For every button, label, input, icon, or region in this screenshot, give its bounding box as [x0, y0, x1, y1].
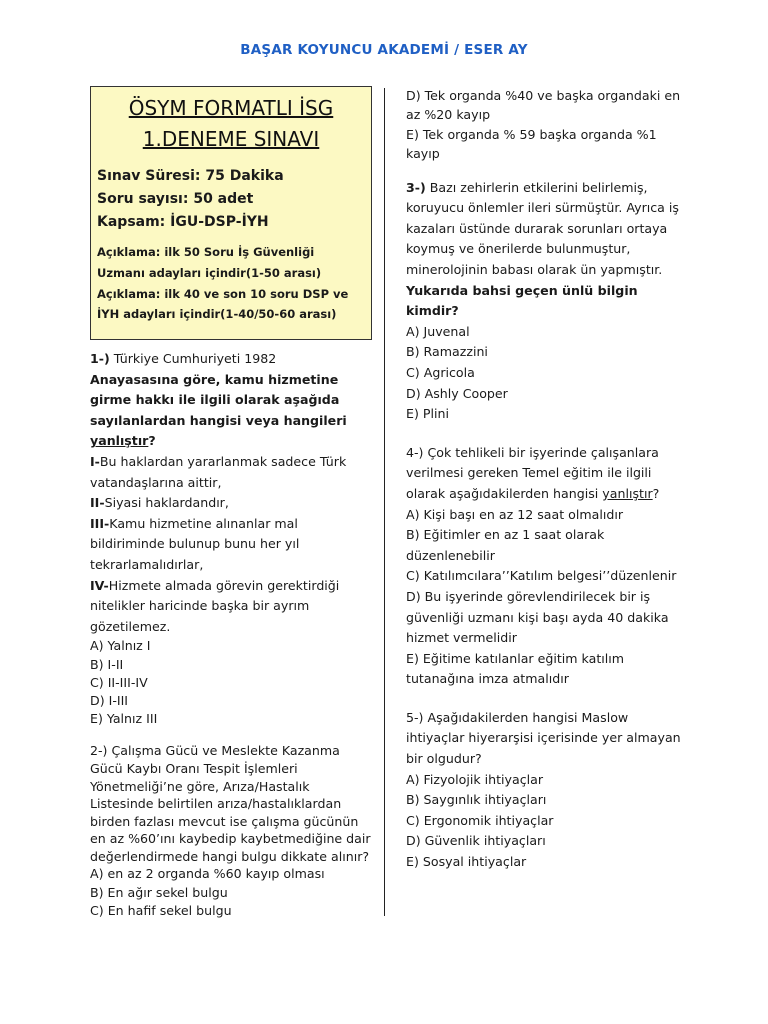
question-1-options: [90, 637, 372, 728]
statement-ii-label: II-: [90, 495, 105, 511]
exam-info-box: [90, 86, 372, 340]
question-2-option-b[interactable]: B) En ağır sekel bulgu: [90, 884, 228, 900]
question-2-option-e[interactable]: E) Tek organda % 59 başka organda %1 kayıp: [406, 126, 657, 162]
question-4: [406, 443, 684, 505]
question-3-option-e[interactable]: E) Plini: [406, 406, 449, 422]
question-3-option-c[interactable]: C) Agricola: [406, 364, 475, 380]
statement-ii-text: Siyasi haklardandır,: [104, 495, 229, 511]
statement-i-label: I-: [90, 453, 100, 469]
question-4-option-c[interactable]: C) Katılımcılara’’Katılım belgesi’’düzenlenir: [406, 568, 677, 584]
question-2-number: 2-): [90, 743, 108, 759]
exam-question-count: Soru sayısı: 50 adet: [97, 191, 254, 207]
question-1-statement-iv: [90, 576, 372, 638]
question-4-number: 4-): [406, 444, 424, 460]
question-2-option-d[interactable]: D) Tek organda %40 ve başka organdaki en az %20 kayıp: [406, 88, 681, 123]
question-2-option-a[interactable]: A) en az 2 organda %60 kayıp olması: [90, 866, 325, 882]
question-3-option-b[interactable]: B) Ramazzini: [406, 344, 488, 360]
question-1-option-e[interactable]: E) Yalnız III: [90, 711, 158, 727]
question-5-option-b[interactable]: B) Saygınlık ihtiyaçları: [406, 792, 547, 808]
question-1: [90, 349, 372, 637]
question-3-stem: Bazı zehirlerin etkilerini belirlemiş, koruyucu önlemler ileri sürmüştür. Ayrıca iş kazaları üstünde durarak sorunları ortaya koymuş ve önerilerde bulunmuştur, minerolojinin babası olarak ün yapmıştır.: [406, 179, 679, 277]
question-3-option-a[interactable]: A) Juvenal: [406, 323, 470, 339]
question-1-stem-end: ?: [148, 433, 156, 449]
question-5-option-c[interactable]: C) Ergonomik ihtiyaçlar: [406, 812, 554, 828]
question-1-option-b[interactable]: B) I-II: [90, 656, 124, 672]
question-5-number: 5-): [406, 709, 424, 725]
statement-iv-label: IV-: [90, 577, 109, 593]
question-4-options: [406, 505, 684, 690]
question-5-option-d[interactable]: D) Güvenlik ihtiyaçları: [406, 833, 546, 849]
exam-details: [97, 165, 365, 234]
question-2-options-left: [90, 865, 372, 920]
question-4-option-e[interactable]: E) Eğitime katılanlar eğitim katılım tutanağına imza atmalıdır: [406, 650, 625, 687]
page-header: BAŞAR KOYUNCU AKADEMİ / ESER AY: [240, 42, 528, 58]
exam-title-line2: 1.DENEME SINAVI: [142, 127, 320, 151]
question-1-statement-ii: [90, 493, 372, 514]
column-divider: [384, 88, 385, 916]
question-5: [406, 708, 684, 770]
question-4-stem-emphasis: yanlıştır: [602, 485, 653, 501]
question-1-statement-iii: [90, 514, 372, 576]
question-5-stem: Aşağıdakilerden hangisi Maslow ihtiyaçlar hiyerarşisi içerisinde yer almayan bir olgudur?: [406, 709, 681, 767]
question-1-stem-emphasis: yanlıştır: [90, 433, 149, 449]
question-3: [406, 178, 684, 322]
question-2-stem: Çalışma Gücü ve Meslekte Kazanma Gücü Kaybı Oranı Tespit İşlemleri Yönetmeliği’ne göre, Arıza/Hastalık Listesinde belirtilen arıza/hastalıklardan birden fazlası mevcut ise çalışma gücünün en az %60’ını kaybedip kaybetmediğine dair değerlendirmede hangi bulgu dikkate alınır?: [90, 743, 371, 864]
question-4-option-b[interactable]: B) Eğitimler en az 1 saat olarak düzenlenebilir: [406, 527, 605, 563]
statement-iv-text: Hizmete almada görevin gerektirdiği nitelikler haricinde başka bir ayrım gözetilemez.: [90, 577, 340, 634]
question-4-stem: Çok tehlikeli bir işyerinde çalışanlara verilmesi gereken Temel eğitim ile ilgili olarak aşağıdakilerden hangisi: [406, 444, 659, 501]
question-2: [90, 742, 372, 865]
right-column: [406, 86, 684, 873]
statement-i-text: Bu haklardan yararlanmak sadece Türk vatandaşlarına aittir,: [90, 453, 347, 490]
exam-title: [97, 93, 365, 155]
question-5-option-e[interactable]: E) Sosyal ihtiyaçlar: [406, 854, 527, 870]
statement-iii-label: III-: [90, 515, 110, 531]
question-2-options-right: [406, 86, 684, 164]
question-1-option-a[interactable]: A) Yalnız I: [90, 638, 151, 654]
question-1-stem-line1: Türkiye Cumhuriyeti 1982: [113, 351, 277, 366]
statement-iii-text: Kamu hizmetine alınanlar mal bildiriminde bulunup bunu her yıl tekrarlamalıdırlar,: [90, 515, 300, 572]
question-4-stem-end: ?: [652, 485, 660, 501]
exam-note-1: Açıklama: ilk 50 Soru İş Güvenliği Uzmanı adayları içindir(1-50 arası): [97, 245, 322, 280]
question-3-option-d[interactable]: D) Ashly Cooper: [406, 385, 508, 401]
exam-duration: Sınav Süresi: 75 Dakika: [97, 168, 284, 184]
question-1-option-d[interactable]: D) I-III: [90, 692, 129, 708]
question-2-option-c[interactable]: C) En hafif sekel bulgu: [90, 902, 232, 918]
question-3-number: 3-): [406, 179, 426, 195]
question-4-option-d[interactable]: D) Bu işyerinde görevlendirilecek bir iş güvenliği uzmanı kişi başı ayda 40 dakika hizmet vermelidir: [406, 588, 669, 646]
question-1-number: 1-): [90, 351, 110, 366]
question-3-options: [406, 322, 684, 425]
question-4-option-a[interactable]: A) Kişi başı en az 12 saat olmalıdır: [406, 506, 624, 522]
question-5-options: [406, 770, 684, 873]
question-3-question: Yukarıda bahsi geçen ünlü bilgin kimdir?: [406, 282, 638, 319]
left-column: [90, 86, 372, 920]
question-1-stem: Anayasasına göre, kamu hizmetine girme hakkı ile ilgili olarak aşağıda sayılanlardan hangisi veya hangileri: [90, 371, 347, 428]
question-1-statement-i: [90, 452, 372, 493]
question-5-option-a[interactable]: A) Fizyolojik ihtiyaçlar: [406, 771, 544, 787]
exam-note-2: Açıklama: ilk 40 ve son 10 soru DSP ve İYH adayları içindir(1-40/50-60 arası): [97, 286, 349, 322]
exam-notes: [97, 242, 365, 325]
question-1-option-c[interactable]: C) II-III-IV: [90, 674, 148, 690]
exam-scope: Kapsam: İGU-DSP-İYH: [97, 214, 269, 230]
exam-title-line1: ÖSYM FORMATLI İSG: [128, 96, 334, 120]
